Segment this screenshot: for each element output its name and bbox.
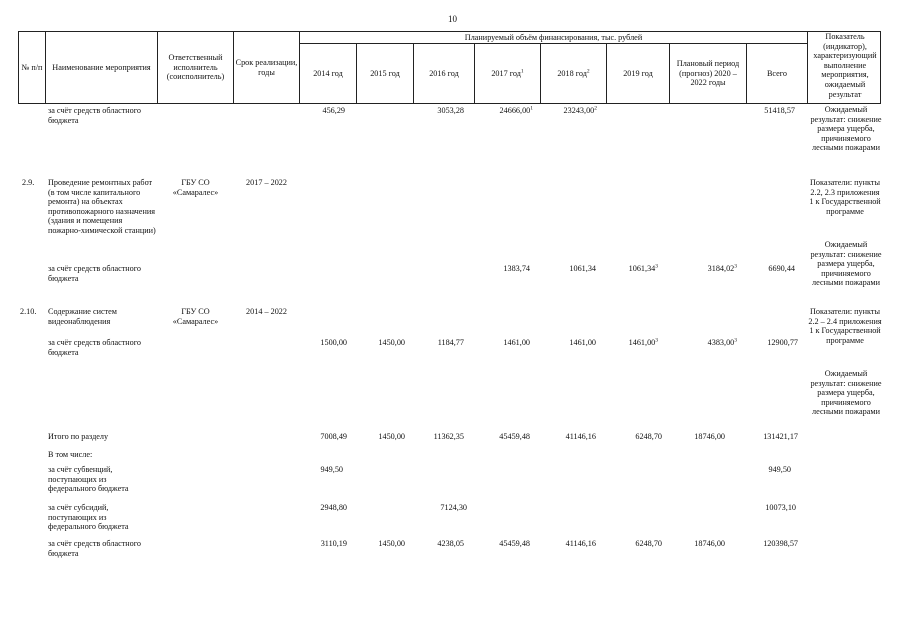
cell-2018: 23243,00$^2$	[563, 105, 597, 115]
cell-indicator: Ожидаемый результат: снижение размера ущерба, причиняемого лесными пожарами	[810, 240, 882, 288]
cell-total: 12900,77	[767, 338, 798, 347]
cell-2019: 6248,70	[635, 539, 662, 548]
cell-indicator: Ожидаемый результат: снижение размера ущерба, причиняемого лесными пожарами	[810, 105, 882, 153]
cell-2015: 1450,00	[378, 432, 405, 441]
cell-2017: 45459,48	[499, 539, 530, 548]
cell-2014: 456,29	[322, 106, 345, 115]
cell-total: 131421,17	[763, 432, 798, 441]
row-name: Проведение ремонтных работ (в том числе капитального ремонта) на объектах противопожарного назначения (здания и помещения пожарно-химической станции)	[48, 178, 156, 235]
row-name: за счёт средств областного бюджета	[48, 106, 142, 125]
header-2017: 2017 год$^1$	[491, 67, 524, 78]
page-number: 10	[448, 14, 457, 24]
row-number: 2.9.	[22, 178, 35, 187]
cell-2019: 1461,00$^3$	[628, 337, 658, 347]
cell-indicator: Ожидаемый результат: снижение размера ущерба, причиняемого лесными пожарами	[810, 369, 882, 417]
header-2016: 2016 год	[429, 68, 459, 78]
cell-2018: 41146,16	[565, 539, 596, 548]
cell-total: 51418,57	[764, 106, 795, 115]
cell-2017: 1383,74	[503, 264, 530, 273]
cell-period: 18746,00	[694, 432, 725, 441]
cell-2018: 1061,34	[569, 264, 596, 273]
row-term: 2017 – 2022	[246, 178, 287, 187]
header-planned: Планируемый объём финансирования, тыс. рублей	[464, 32, 643, 42]
cell-period: 4383,00$^3$	[707, 337, 737, 347]
header-period: Плановый период (прогноз) 2020 – 2022 годы	[676, 59, 740, 88]
cell-2019: 6248,70	[635, 432, 662, 441]
cell-2016: 11362,35	[433, 432, 464, 441]
cell-2016: 3053,28	[437, 106, 464, 115]
header-name: Наименование мероприятия	[52, 62, 151, 72]
cell-2018: 41146,16	[565, 432, 596, 441]
cell-2017: 1461,00	[503, 338, 530, 347]
cell-total: 120398,57	[763, 539, 798, 548]
row-executor: ГБУ СО «Самаралес»	[172, 307, 219, 326]
cell-2014: 949,50	[320, 465, 343, 474]
header-total: Всего	[766, 68, 788, 78]
header-indicator: Показатель (индикатор), характеризующий выполнение мероприятия, ожидаемый результат	[813, 32, 877, 99]
cell-total: 10073,10	[765, 503, 796, 512]
cell-2014: 1500,00	[320, 338, 347, 347]
cell-2016: 4238,05	[437, 539, 464, 548]
row-name: за счёт средств областного бюджета	[48, 539, 142, 558]
header-executor: Ответственный исполнитель (соисполнитель)	[166, 53, 225, 82]
row-number: 2.10.	[20, 307, 37, 316]
header-num: № п/п	[21, 62, 43, 72]
cell-2017: 45459,48	[499, 432, 530, 441]
cell-2015: 1450,00	[378, 539, 405, 548]
row-name: за счёт субсидий, поступающих из федерального бюджета	[48, 503, 129, 532]
row-name: Содержание систем видеонаблюдения	[48, 307, 117, 326]
cell-indicator: Показатели: пункты 2.2, 2.3 приложения 1 к Государственной программе	[809, 178, 881, 216]
header-2019: 2019 год	[623, 68, 653, 78]
cell-2018: 1461,00	[569, 338, 596, 347]
header-2014: 2014 год	[313, 68, 343, 78]
row-term: 2014 – 2022	[246, 307, 287, 316]
row-executor: ГБУ СО «Самаралес»	[172, 178, 219, 197]
row-name: Итого по разделу	[48, 432, 109, 441]
header-2015: 2015 год	[370, 68, 400, 78]
cell-2014: 2948,80	[320, 503, 347, 512]
cell-indicator: Показатели: пункты 2.2 – 2.4 приложения 1 к Государственной программе	[808, 307, 882, 345]
cell-period: 3184,02$^3$	[707, 263, 737, 273]
cell-2014: 3110,19	[320, 539, 347, 548]
cell-total: 6690,44	[768, 264, 795, 273]
row-name: за счёт средств областного бюджета	[48, 264, 142, 283]
cell-total: 949,50	[768, 465, 791, 474]
row-name: за счёт субвенций, поступающих из федерального бюджета	[48, 465, 129, 494]
cell-2019: 1061,34$^3$	[628, 263, 658, 273]
header-term: Срок реализации, годы	[235, 57, 298, 77]
header-2018: 2018 год$^2$	[557, 67, 590, 78]
row-name: за счёт средств областного бюджета	[48, 338, 142, 357]
cell-2014: 7008,49	[320, 432, 347, 441]
cell-2017: 24666,00$^1$	[499, 105, 533, 115]
cell-2016: 7124,30	[440, 503, 467, 512]
cell-2015: 1450,00	[378, 338, 405, 347]
cell-2016: 1184,77	[437, 338, 464, 347]
row-name: В том числе:	[48, 450, 93, 459]
cell-period: 18746,00	[694, 539, 725, 548]
